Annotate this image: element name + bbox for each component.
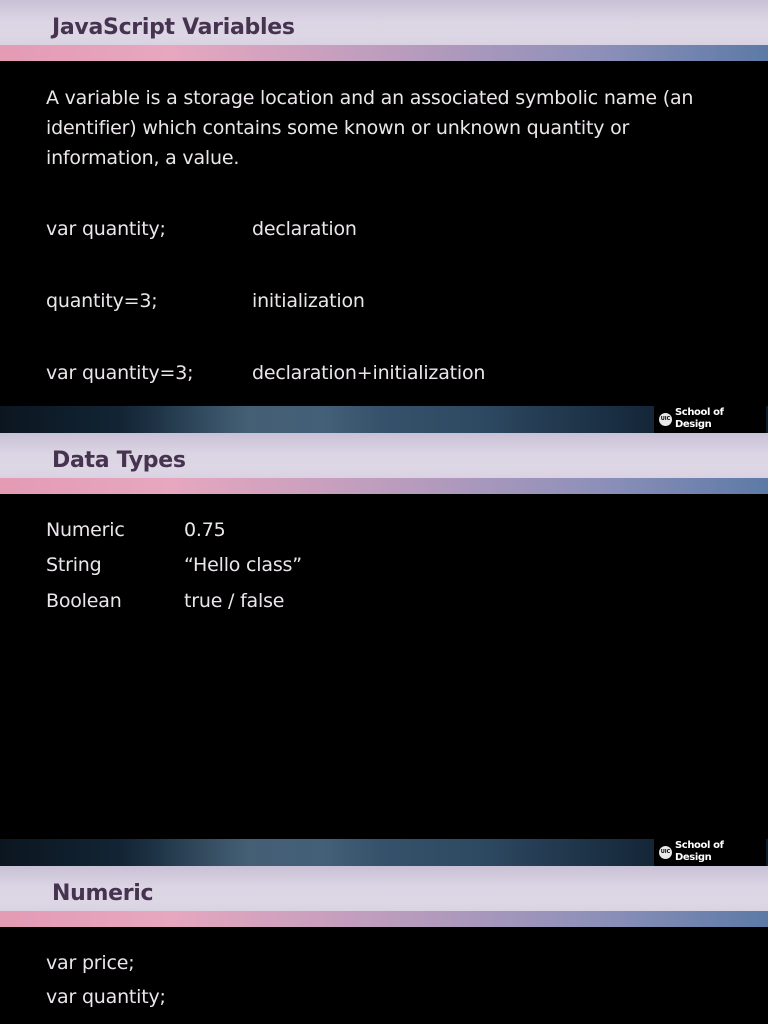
code-line: var quantity;: [46, 986, 166, 1008]
label-initialization: initialization: [252, 290, 365, 312]
type-numeric: Numeric: [46, 519, 125, 541]
slide-data-types: [0, 433, 768, 866]
slide-title: Data Types: [52, 448, 186, 473]
slide-header: [0, 866, 768, 927]
type-boolean: Boolean: [46, 590, 122, 612]
slide-javascript-variables: [0, 0, 768, 433]
example-numeric: 0.75: [184, 519, 226, 541]
definition-paragraph: A variable is a storage location and an associated symbolic name (an identifier) which contains some known or unknown quantity or information, a value.: [46, 87, 694, 169]
slide-footer: [0, 406, 768, 433]
code-declaration-initialization: var quantity=3;: [46, 362, 194, 384]
slide-footer: [0, 839, 768, 866]
logo-line-2: Design: [675, 419, 712, 430]
slide-title: JavaScript Variables: [52, 15, 295, 40]
header-stripe: [0, 911, 768, 927]
uic-seal-icon: UIC: [659, 846, 672, 859]
logo-line-1: School of: [675, 840, 724, 851]
code-line: var price;: [46, 952, 135, 974]
school-of-design-logo: [654, 839, 766, 866]
type-string: String: [46, 554, 102, 576]
header-stripe: [0, 478, 768, 494]
slide-title: Numeric: [52, 881, 154, 906]
label-declaration-initialization: declaration+initialization: [252, 362, 486, 384]
slide-numeric: [0, 866, 768, 1024]
uic-seal-icon: UIC: [659, 413, 672, 426]
example-string: “Hello class”: [184, 554, 302, 576]
logo-line-2: Design: [675, 852, 712, 863]
slide-header: [0, 433, 768, 494]
label-declaration: declaration: [252, 218, 357, 240]
code-initialization: quantity=3;: [46, 290, 158, 312]
school-of-design-logo: [654, 406, 766, 433]
header-stripe: [0, 45, 768, 61]
code-declaration: var quantity;: [46, 218, 166, 240]
logo-line-1: School of: [675, 407, 724, 418]
slide-header: [0, 0, 768, 61]
example-boolean: true / false: [184, 590, 285, 612]
